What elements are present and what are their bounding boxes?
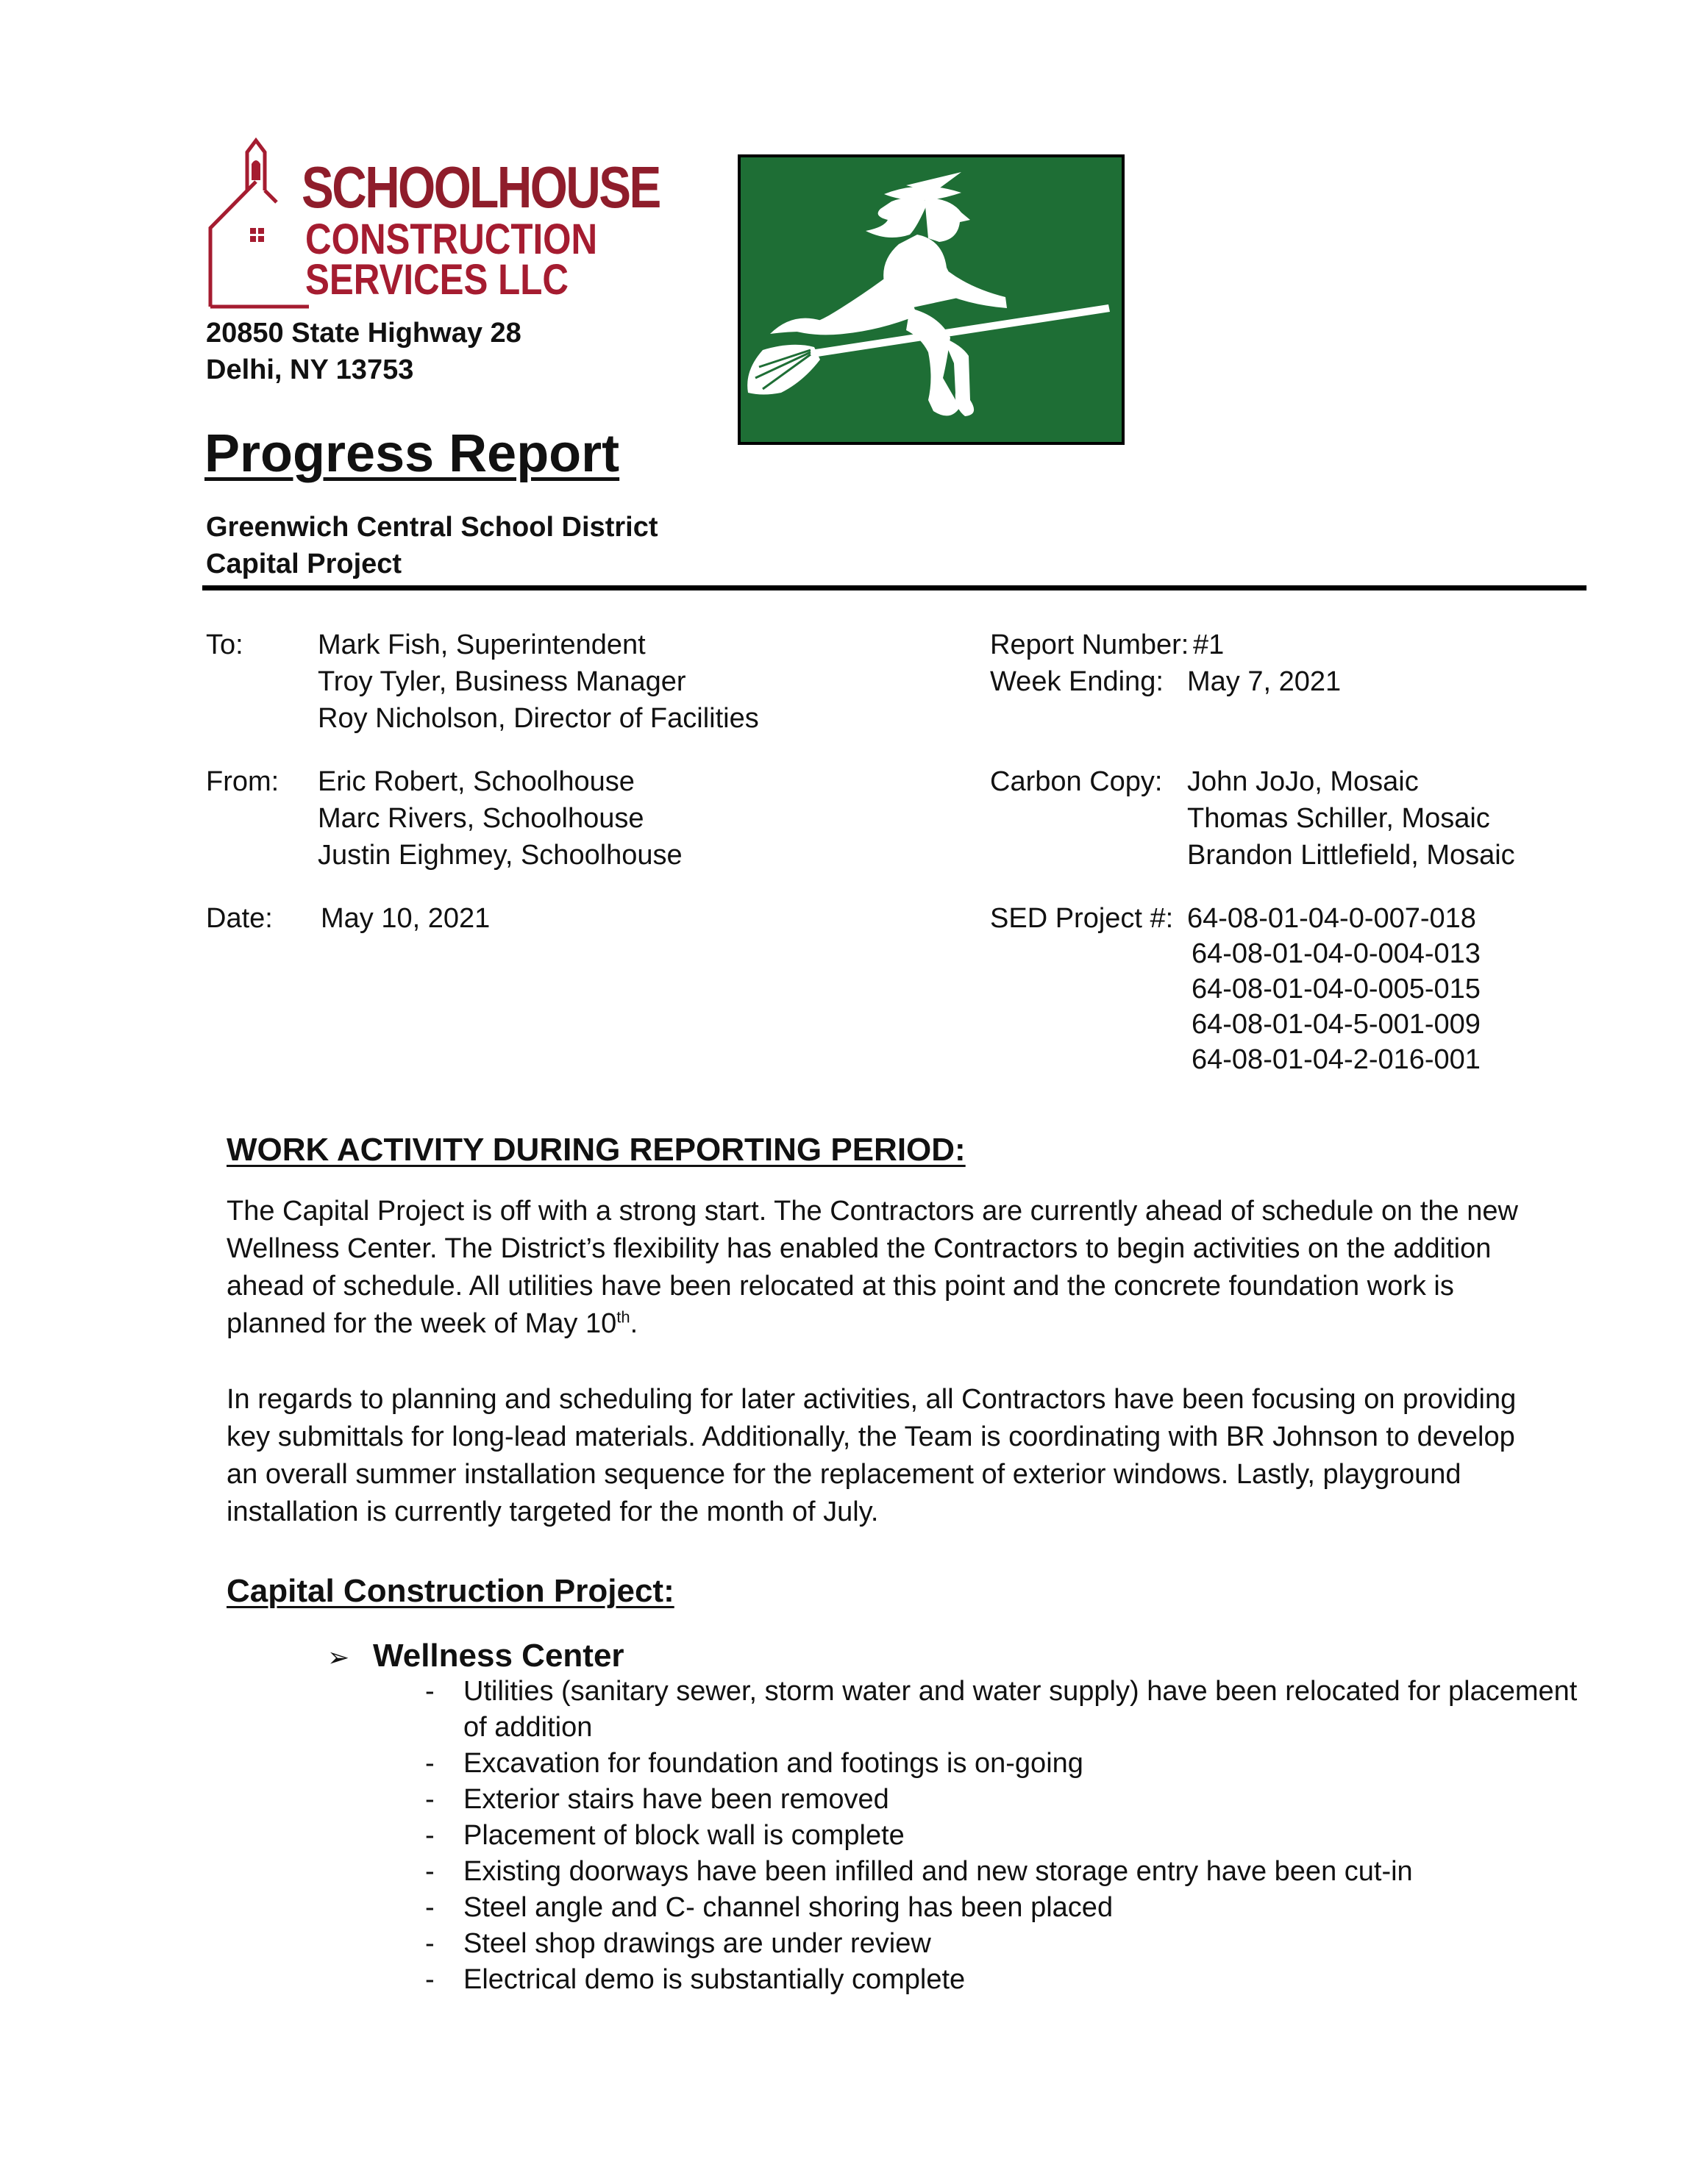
cc-label: Carbon Copy: (990, 766, 1163, 797)
report-number-value: #1 (1193, 629, 1225, 660)
cc-recipient-1: John JoJo, Mosaic (1187, 766, 1419, 797)
to-recipient-2: Troy Tyler, Business Manager (318, 666, 686, 697)
work-activity-paragraph-1 (227, 1193, 1528, 1343)
logo-services-text: SERVICES LLC (305, 256, 569, 304)
to-recipient-1: Mark Fish, Superintendent (318, 629, 646, 660)
witch-on-broom-icon (741, 157, 1122, 442)
capital-construction-heading: Capital Construction Project: (227, 1573, 674, 1609)
dash-bullet-icon: - (425, 1676, 435, 1707)
dash-bullet-icon: - (425, 1820, 435, 1851)
wellness-center-heading (327, 1638, 624, 1674)
list-item-text: Placement of block wall is complete (463, 1820, 905, 1851)
dash-bullet-icon: - (425, 1748, 435, 1779)
date-label: Date: (206, 903, 273, 934)
list-item (425, 1746, 1587, 1782)
list-item-text: Excavation for foundation and footings is on-going (463, 1748, 1083, 1779)
sed-number-5: 64-08-01-04-2-016-001 (1192, 1044, 1481, 1075)
schoolhouse-icon (206, 136, 309, 309)
work-activity-heading: WORK ACTIVITY DURING REPORTING PERIOD: (227, 1132, 966, 1168)
date-value: May 10, 2021 (321, 903, 491, 934)
week-ending-label: Week Ending: (990, 666, 1164, 697)
list-item (425, 1890, 1587, 1926)
project-name: Capital Project (206, 549, 402, 579)
paragraph-1-period: . (630, 1308, 638, 1339)
work-activity-paragraph-2 (227, 1381, 1528, 1531)
from-sender-3: Justin Eighmey, Schoolhouse (318, 840, 683, 871)
address-line-2: Delhi, NY 13753 (206, 354, 414, 385)
wellness-center-title: Wellness Center (373, 1638, 624, 1674)
list-item (425, 1854, 1587, 1890)
list-item-text: Utilities (sanitary sewer, storm water and water supply) have been relocated for placement of addition (463, 1676, 1578, 1743)
logo-schoolhouse-text: SCHOOLHOUSE (302, 154, 660, 220)
wellness-center-list (425, 1674, 1587, 1998)
address-line-1: 20850 State Highway 28 (206, 318, 521, 349)
list-item (425, 1674, 1587, 1746)
list-item-text: Electrical demo is substantially complete (463, 1964, 966, 1995)
dash-bullet-icon: - (425, 1856, 435, 1887)
work-activity-paragraph-2-text: In regards to planning and scheduling for later activities, all Contractors have been focusing on providing key submittals for long-lead materials. Additionally, the Team is coordinating with BR Johnson to develop an overall summer installation sequence for the replacement of exterior windows. Lastly, playground installation is currently targeted for the month of July. (227, 1384, 1517, 1527)
week-ending-value: May 7, 2021 (1187, 666, 1342, 697)
sed-number-1: 64-08-01-04-0-007-018 (1187, 903, 1476, 934)
cc-recipient-2: Thomas Schiller, Mosaic (1187, 803, 1490, 834)
sed-number-3: 64-08-01-04-0-005-015 (1192, 974, 1481, 1004)
sed-label: SED Project #: (990, 903, 1174, 934)
list-item (425, 1926, 1587, 1962)
list-item (425, 1818, 1587, 1854)
dash-bullet-icon: - (425, 1928, 435, 1959)
list-item-text: Existing doorways have been infilled and new storage entry have been cut-in (463, 1856, 1413, 1887)
from-label: From: (206, 766, 279, 797)
work-activity-paragraph-1-text: The Capital Project is off with a strong start. The Contractors are currently ahead of schedule on the new Wellness Center. The District’s flexibility has enabled the Contractors to begin activities on the addition ahead of schedule. All utilities have been relocated at this point and the concrete foundation work is planned for the week of May 10 (227, 1196, 1518, 1339)
cc-recipient-3: Brandon Littlefield, Mosaic (1187, 840, 1515, 871)
dash-bullet-icon: - (425, 1784, 435, 1815)
page-title: Progress Report (204, 424, 620, 483)
witch-image (738, 154, 1125, 445)
dash-bullet-icon: - (425, 1892, 435, 1923)
header-divider (202, 585, 1586, 590)
from-sender-2: Marc Rivers, Schoolhouse (318, 803, 644, 834)
sed-number-2: 64-08-01-04-0-004-013 (1192, 938, 1481, 969)
list-item (425, 1782, 1587, 1818)
report-number-label: Report Number: (990, 629, 1189, 660)
list-item-text: Steel shop drawings are under review (463, 1928, 931, 1959)
list-item (425, 1962, 1587, 1998)
logo-construction-text: CONSTRUCTION (305, 215, 598, 263)
ordinal-suffix: th (616, 1307, 630, 1327)
arrow-bullet-icon: ➢ (327, 1642, 350, 1672)
list-item-text: Exterior stairs have been removed (463, 1784, 889, 1815)
sed-number-4: 64-08-01-04-5-001-009 (1192, 1009, 1481, 1040)
list-item-text: Steel angle and C- channel shoring has been placed (463, 1892, 1114, 1923)
district-name: Greenwich Central School District (206, 512, 658, 543)
to-label: To: (206, 629, 243, 660)
from-sender-1: Eric Robert, Schoolhouse (318, 766, 635, 797)
company-logo (206, 136, 660, 309)
to-recipient-3: Roy Nicholson, Director of Facilities (318, 703, 759, 734)
dash-bullet-icon: - (425, 1964, 435, 1995)
